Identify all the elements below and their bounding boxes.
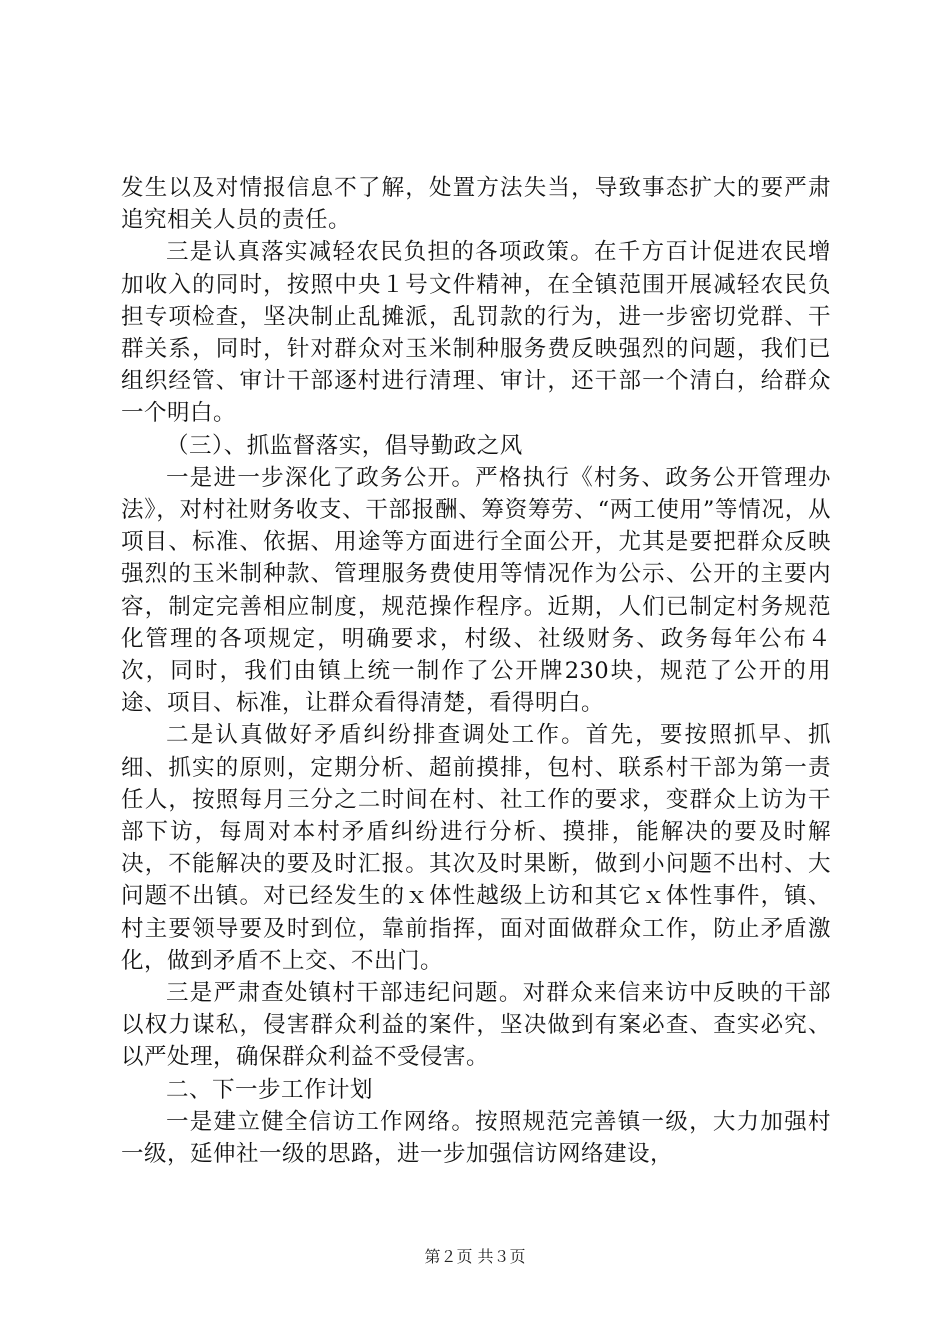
paragraph-continuation: 发生以及对情报信息不了解，处置方法失当，导致事态扩大的要严肃追究相关人员的责任。 <box>121 175 831 234</box>
paragraph-petition-network: 一是建立健全信访工作网络。按照规范完善镇一级，大力加强村一级，延伸社一级的思路，进一步加强信访网络建设， <box>121 1108 831 1168</box>
section-heading-next-plan: 二、下一步工作计划 <box>166 1076 374 1103</box>
paragraph-dispute-resolution: 二是认真做好矛盾纠纷排查调处工作。首先，要按照抓早、抓细、抓实的原则，定期分析、超前摸排，包村、联系村干部为第一责任人，按照每月三分之二时间在村、社工作的要求，变群众上访为干部下访，每周对本村矛盾纠纷进行分析、摸排，能解决的要及时解决，不能解决的要及时汇报。其次及时果断，做到小问题不出村、大问题不出镇。对已经发生的ｘ体性越级上访和其它ｘ体性事件，镇、村主要领导要及时到位，靠前指挥，面对面做群众工作，防止矛盾激化，做到矛盾不上交、不出门。 <box>121 722 831 974</box>
page-number-footer: 第２页 共３页 <box>424 1247 526 1266</box>
document-body <box>121 172 831 1170</box>
paragraph-discipline: 三是严肃查处镇村干部违纪问题。对群众来信来访中反映的干部以权力谋私，侵害群众利益的案件，坚决做到有案必查、查实必究、以严处理，确保群众利益不受侵害。 <box>121 980 831 1071</box>
paragraph-farmer-burden: 三是认真落实减轻农民负担的各项政策。在千方百计促进农民增加收入的同时，按照中央１号文件精神，在全镇范围开展减轻农民负担专项检查，坚决制止乱摊派，乱罚款的行为，进一步密切党群、干群关系，同时，针对群众对玉米制种服务费反映强烈的问题，我们已组织经管、审计干部逐村进行清理、审计，还干部一个清白，给群众一个明白。 <box>121 239 831 427</box>
section-heading-supervision: （三）、抓监督落实，倡导勤政之风 <box>166 432 523 459</box>
paragraph-government-affairs: 一是进一步深化了政务公开。严格执行《村务、政务公开管理办法》，对村社财务收支、干部报酬、筹资筹劳、“两工使用”等情况，从项目、标准、依据、用途等方面进行全面公开，尤其是要把群众反映强烈的玉米制种款、管理服务费使用等情况作为公示、公开的主要内容，制定完善相应制度，规范操作程序。近期，人们已制定村务规范化管理的各项规定，明确要求，村级、社级财务、政务每年公布４次，同时，我们由镇上统一制作了公开牌230块，规范了公开的用途、项目、标准，让群众看得清楚，看得明白。 <box>121 464 831 717</box>
